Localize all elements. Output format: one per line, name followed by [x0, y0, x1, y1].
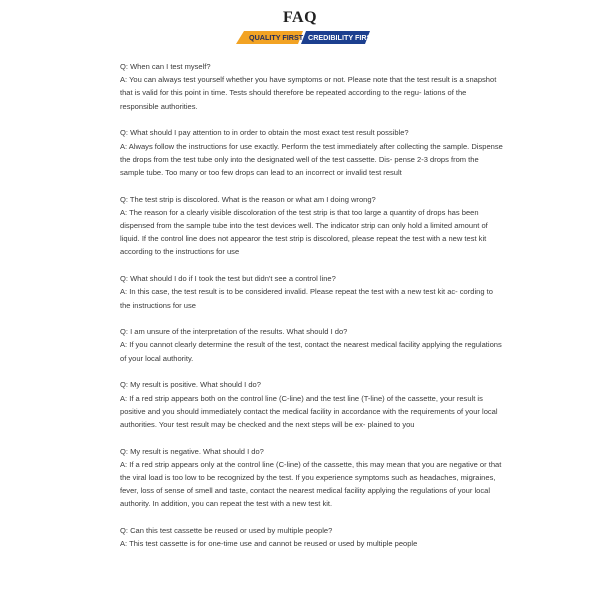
- faq-item: [120, 325, 505, 365]
- faq-item: [120, 126, 505, 179]
- faq-item: [120, 524, 505, 550]
- faq-answer: A: The reason for a clearly visible discoloration of the test strip is that too large a quantity of drops has been dispensed from the sample tube into the test devices well. The indicator strip can only hold a limited amount of liquid. If the control line does not appearor the test strip is discolored, please repeat the test with a new test kit according to the instructions for use: [120, 207, 488, 257]
- faq-question: Q: Can this test cassette be reused or used by multiple people?: [120, 526, 333, 536]
- faq-question: Q: What should I do if I took the test but didn't see a control line?: [120, 274, 336, 284]
- faq-question: Q: The test strip is discolored. What is the reason or what am I doing wrong?: [120, 194, 376, 204]
- faq-answer: A: If a red strip appears only at the control line (C-line) of the cassette, this may mean that you are negative or that the viral load is too low to be recognized by the test. If you experience symptoms such as headaches, migraines, fever, loss of sense of smell and taste, contact the nearest medical facility applying the regulations of your local authority. In addition, you can repeat the test with a new test kit.: [120, 459, 502, 509]
- faq-question: Q: My result is negative. What should I do?: [120, 446, 264, 456]
- faq-item: [120, 193, 505, 259]
- faq-item: [120, 445, 505, 511]
- faq-list: [120, 60, 505, 564]
- page-title: FAQ: [282, 9, 318, 26]
- faq-item: [120, 378, 505, 431]
- faq-question: Q: My result is positive. What should I do?: [120, 380, 261, 390]
- faq-item: [120, 60, 505, 113]
- faq-answer: A: You can always test yourself whether you have symptoms or not. Please note that the test result is a snapshot that is valid for this point in time. Tests should therefore be repeated according to the regu- lations of the responsible authorities.: [120, 75, 497, 111]
- faq-question: Q: What should I pay attention to in order to obtain the most exact test result possible?: [120, 128, 409, 138]
- banner-credibility-first: CREDIBILITY FIRST: [308, 33, 376, 42]
- slogan-banner: [236, 31, 376, 44]
- faq-answer: A: If a red strip appears both on the control line (C-line) and the test line (T-line) of the cassette, your result is positive and you should immediately contact the medical facility in accordance with the requirements of your local authorities. Your test result may be checked and the next steps will be ex- plained to you: [120, 393, 498, 429]
- faq-question: Q: I am unsure of the interpretation of the results. What should I do?: [120, 327, 348, 337]
- faq-answer: A: In this case, the test result is to be considered invalid. Please repeat the test with a new test kit ac- cording to the instructions for use: [120, 287, 493, 310]
- faq-header: [0, 0, 600, 50]
- faq-answer: A: This test cassette is for one-time use and cannot be reused or used by multiple people: [120, 539, 418, 549]
- banner-quality-first: QUALITY FIRST: [249, 33, 304, 42]
- faq-item: [120, 272, 505, 312]
- faq-answer: A: If you cannot clearly determine the result of the test, contact the nearest medical facility applying the regulations of your local authority.: [120, 340, 502, 363]
- faq-answer: A: Always follow the instructions for use exactly. Perform the test immediately after collecting the sample. Dispense the drops from the test tube only into the designated well of the test cassette. Dis- pense 2-3 drops from the sample tube. Too many or too few drops can lead to an incorrect or invalid test result: [120, 141, 503, 177]
- faq-question: Q: When can I test myself?: [120, 62, 211, 71]
